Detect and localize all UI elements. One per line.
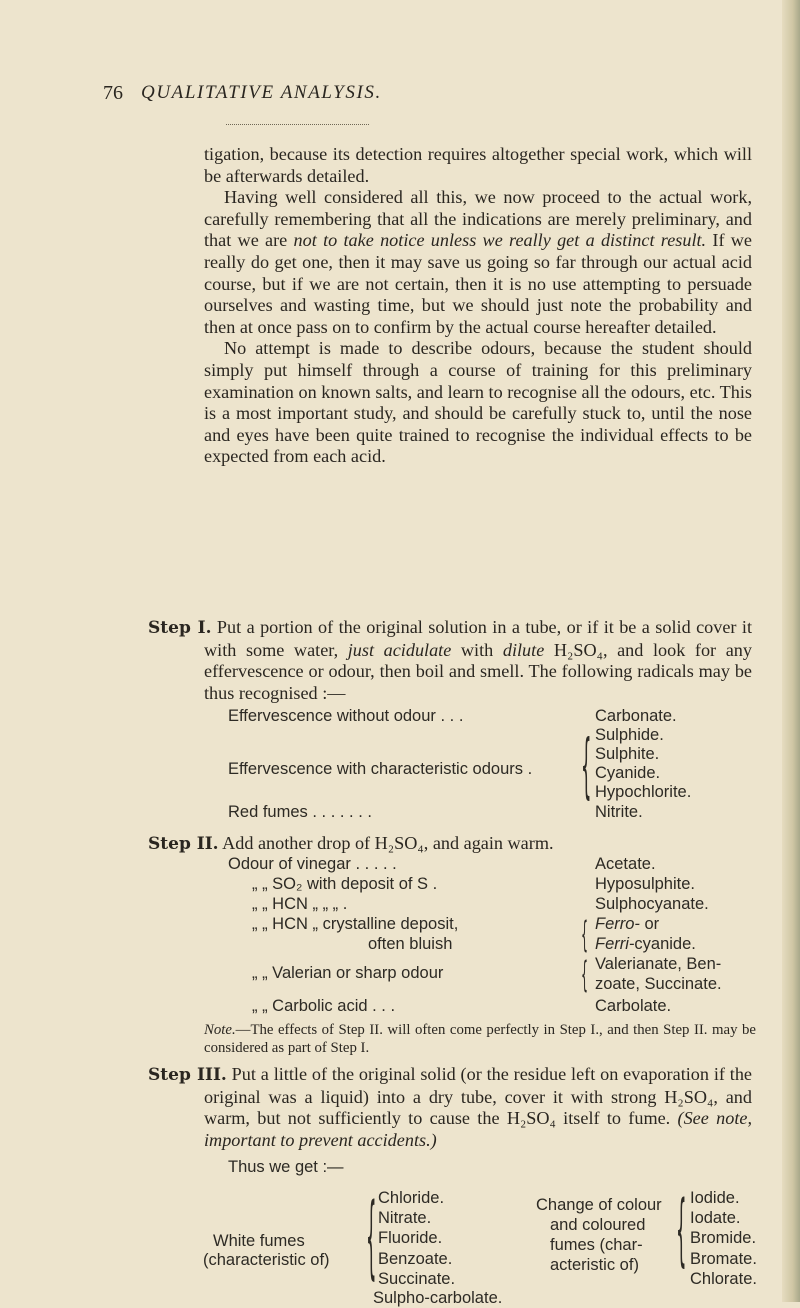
table-row-label: Effervescence without odour . . . <box>228 707 464 725</box>
table-row-value: zoate, Succinate. <box>595 975 722 993</box>
list-item: Chloride. <box>378 1189 445 1207</box>
paragraph: No attempt is made to describe odours, because the student should simply put himself through a course of training for this preliminary examination on known salts, and learn to recognise all the odours, etc. This is a most important study, and should be carefully stuck to, until the nose and eyes have been quite trained to recognise the individual effects to be expected from each acid. <box>204 338 752 467</box>
table-row-label: Odour of vinegar . . . . . <box>228 855 397 873</box>
group-label: Change of colour <box>536 1196 662 1214</box>
step-three: Step III. Put a little of the original solid (or the residue left on evaporation if the original was a liquid) into a dry tube, cover it with strong H₂SO₄, and warm, but not sufficiently to cause the H₂SO₄ itself to fume. (See note, important to prevent accidents.) <box>148 1064 752 1150</box>
brace: { <box>581 726 592 809</box>
list-item: Iodide. <box>690 1189 740 1207</box>
brace: { <box>366 1186 377 1291</box>
table-row-value: Hyposulphite. <box>595 875 695 893</box>
table-row-label: „ „ SO₂ with deposit of S . <box>252 875 438 893</box>
table-row-label: often bluish <box>368 935 453 953</box>
table-row-label: Red fumes . . . . . . . <box>228 803 372 821</box>
page-number: 76 <box>103 82 123 104</box>
page-edge-shadow <box>782 0 800 1302</box>
table-row-value: Ferri-cyanide. <box>595 935 696 953</box>
table-row-value: Sulphocyanate. <box>595 895 709 913</box>
list-item: Bromide. <box>690 1229 757 1247</box>
list-item: Benzoate. <box>378 1250 453 1268</box>
page-header <box>103 82 703 106</box>
list-item: Iodate. <box>690 1209 741 1227</box>
note: Note.—The effects of Step II. will often come perfectly in Step I., and then Step II. may be considered as part of Step I. <box>204 1022 756 1056</box>
table-row-label: „ „ HCN „ „ „ . <box>252 895 348 913</box>
body-text <box>204 144 752 468</box>
table-row-value: Sulphide. <box>595 726 664 744</box>
running-head: QUALITATIVE ANALYSIS. <box>141 82 382 103</box>
paragraph: Having well considered all this, we now proceed to the actual work, carefully remembering that all the indications are merely preliminary, and that we are not to take notice unless we really get a distinct result. If we really do get one, then it may save us going so far through our actual acid course, but if we are not certain, then it is no use attempting to persuade ourselves and wasting time, but we should just note the probability and then at once pass on to confirm by the actual course hereafter detailed. <box>204 187 753 337</box>
table-row-label: Effervescence with characteristic odours . <box>228 760 533 778</box>
group-label: fumes (char- <box>550 1236 643 1254</box>
table-row-value: Hypochlorite. <box>595 783 692 801</box>
table-row-value: Valerianate, Ben- <box>595 955 722 973</box>
group-label: acteristic of) <box>550 1256 639 1274</box>
emphasis: not to take notice unless we really get a distinct result. <box>293 230 707 251</box>
list-item: Sulpho-carbolate. <box>373 1289 503 1307</box>
brace: { <box>581 956 588 996</box>
table-row-label: „ „ Carbolic acid . . . <box>252 997 396 1015</box>
paragraph-continuation: tigation, because its detection requires altogether special work, which will be afterwards detailed. <box>204 144 752 186</box>
table-row-value: Nitrite. <box>595 803 643 821</box>
step-label: Step I. <box>148 618 212 638</box>
brace: { <box>581 916 588 956</box>
table-row-value: Carbolate. <box>595 997 672 1015</box>
table-row-value: Acetate. <box>595 855 656 873</box>
list-item: Bromate. <box>690 1250 757 1268</box>
note-label: Note. <box>204 1022 236 1038</box>
step-one: Step I. Put a portion of the original solution in a tube, or if it be a solid cover it with some water, just acidulate with dilute H₂SO₄, and look for any effervescence or odour, then boil and smell. The following radicals may be thus recognised :— <box>148 617 752 703</box>
table-row-value: Ferro- or <box>595 915 660 933</box>
group-label: White fumes <box>213 1232 305 1250</box>
brace: { <box>676 1186 687 1277</box>
step-two: Step II. Add another drop of H₂SO₄, and again warm. <box>148 833 554 854</box>
list-item: Succinate. <box>378 1270 456 1288</box>
list-item: Fluoride. <box>378 1229 443 1247</box>
table-row-label: „ „ HCN „ crystalline deposit, <box>252 915 459 933</box>
group-label: (characteristic of) <box>203 1251 330 1269</box>
thus-label: Thus we get :— <box>228 1158 344 1176</box>
group-label: and coloured <box>550 1216 646 1234</box>
table-row-value: Carbonate. <box>595 707 677 725</box>
header-rule <box>226 124 369 125</box>
table-row-value: Sulphite. <box>595 745 660 763</box>
list-item: Nitrate. <box>378 1209 432 1227</box>
table-row-value: Cyanide. <box>595 764 661 782</box>
step-label: Step III. <box>148 1065 227 1085</box>
table-row-label: „ „ Valerian or sharp odour <box>252 964 444 982</box>
step-label: Step II. <box>148 834 219 854</box>
list-item: Chlorate. <box>690 1270 757 1288</box>
